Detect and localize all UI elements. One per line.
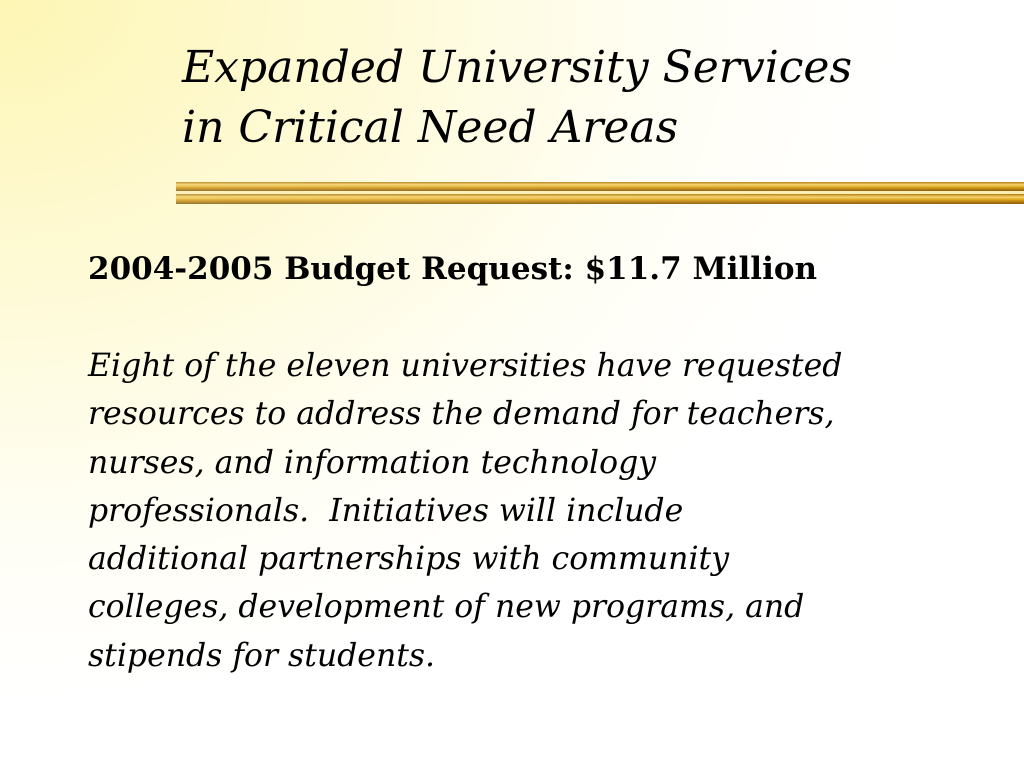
slide-title [182,38,1002,158]
body-paragraph [88,342,988,680]
body-line-2: resources to address the demand for teachers, [88,396,835,433]
body-line-4: professionals. Initiatives will include [88,492,684,529]
body-line-1: Eight of the eleven universities have requested [88,348,843,384]
body-line-3: nurses, and information technology [88,444,657,481]
slide-title-line-2: in Critical Need Areas [182,102,679,153]
slide-title-line-1: Expanded University Services [182,42,853,93]
title-divider-bar [176,182,1024,204]
body-line-7: stipends for students. [88,637,436,674]
budget-request-heading: 2004-2005 Budget Request: $11.7 Million [88,251,818,287]
divider-sheen [176,182,1024,204]
body-line-6: colleges, development of new programs, and [88,589,805,626]
body-line-5: additional partnerships with community [88,541,729,578]
